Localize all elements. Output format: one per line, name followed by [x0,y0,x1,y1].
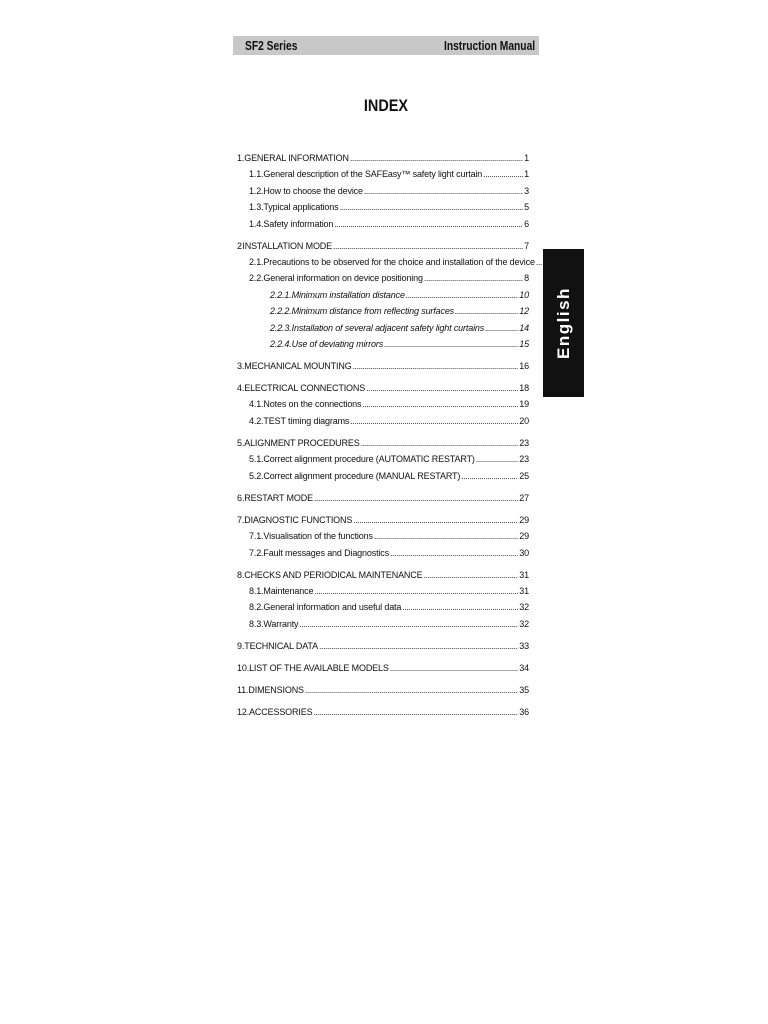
toc-entry-page: 35 [519,684,529,695]
toc-section [237,358,529,374]
dot-leader [350,150,523,166]
toc-entry-title: CHECKS AND PERIODICAL MAINTENANCE [244,569,423,580]
toc-entry[interactable] [237,583,529,599]
toc-entry-number: 1.1. [249,169,264,180]
toc-entry-number: 6. [237,492,245,503]
toc-entry-number: 11. [237,684,249,695]
toc-entry[interactable] [237,287,529,303]
toc-entry-number: 2.2.4. [270,339,292,350]
toc-entry-number: 8.2. [249,602,264,613]
toc-entry-page: 27 [519,492,529,503]
toc-entry-title: Warranty [263,618,299,629]
toc-entry-number: 8.3. [249,618,264,629]
toc-entry-title: ELECTRICAL CONNECTIONS [244,383,366,394]
dot-leader [353,512,518,528]
toc-entry[interactable] [237,413,529,429]
toc-entry-title: How to choose the device [263,185,363,196]
dot-leader [339,199,523,215]
toc-entry-title: TEST timing diagrams [263,415,350,426]
toc-entry-title: Installation of several adjacent safety light curtains [291,322,485,333]
toc-entry-title: Minimum distance from reflecting surfaces [291,306,455,317]
dot-leader [319,638,518,654]
toc-entry-number: 9. [237,640,245,651]
toc-entry-number: 10. [237,662,250,673]
dot-leader [423,567,518,583]
dot-leader [536,254,542,270]
toc-entry[interactable] [237,638,529,654]
toc-entry-page: 23 [519,437,529,448]
toc-entry-number: 1.2. [249,185,264,196]
toc-entry-page: 8 [524,273,529,284]
toc-entry-page: 29 [519,514,529,525]
toc-entry[interactable] [237,199,529,215]
toc-entry-title: Correct alignment procedure (AUTOMATIC RESTART) [263,454,475,465]
toc-entry-title: DIMENSIONS [248,684,304,695]
toc-entry-page: 6 [524,218,529,229]
toc-entry[interactable] [237,704,529,720]
toc-entry-page: 18 [519,383,529,394]
toc-entry-page: 33 [519,640,529,651]
toc-entry[interactable] [237,358,529,374]
toc-entry-title: RESTART MODE [244,492,313,503]
toc-section [237,567,529,633]
toc-entry-number: 8. [237,569,245,580]
toc-entry-number: 5. [237,437,245,448]
dot-leader [390,545,518,561]
toc-entry-page: 1 [524,169,529,180]
toc-entry[interactable] [237,183,529,199]
page-header [233,36,539,55]
toc-section [237,638,529,654]
toc-entry-page: 15 [519,339,529,350]
dot-leader [483,166,523,182]
dot-leader [366,380,518,396]
toc-entry-number: 1. [237,153,245,163]
toc-entry-title: Maintenance [263,585,314,596]
toc-entry-title: TECHNICAL DATA [244,640,318,651]
toc-section [237,150,529,232]
dot-leader [476,451,519,467]
toc-entry-title: Notes on the connections [263,399,362,410]
toc-entry-page: 14 [519,322,529,333]
toc-entry-number: 4. [237,383,245,394]
dot-leader [364,183,523,199]
toc-entry[interactable] [237,490,529,506]
toc-entry[interactable] [237,616,529,632]
toc-entry-page: 32 [519,602,529,613]
dot-leader [461,468,518,484]
toc-entry-page: 36 [519,706,529,717]
toc-entry-title: Fault messages and Diagnostics [263,547,389,558]
toc-entry-number: 1.4. [249,218,264,229]
toc-entry-number: 4.2. [249,415,264,426]
toc-section [237,704,529,720]
toc-entry-page: 3 [524,185,529,196]
dot-leader [455,303,518,319]
toc-entry[interactable] [237,238,529,254]
toc-entry-number: 1.3. [249,202,264,213]
toc-entry[interactable] [237,320,529,336]
toc-entry[interactable] [237,451,529,467]
toc-entry[interactable] [237,682,529,698]
dot-leader [350,413,518,429]
dot-leader [384,336,518,352]
toc-entry-page: 23 [519,454,529,465]
toc-entry-page: 10 [519,289,529,300]
toc-entry-number: 2.2.1. [270,289,292,300]
header-manual-type: Instruction Manual [443,38,535,53]
toc-entry[interactable] [237,435,529,451]
toc-entry-title: Minimum installation distance [291,289,405,300]
dot-leader [299,616,518,632]
toc-entry[interactable] [237,528,529,544]
toc-entry-page: 16 [519,361,529,372]
toc-entry[interactable] [237,660,529,676]
toc-entry-page: 7 [524,240,529,251]
dot-leader [333,238,523,254]
dot-leader [314,583,518,599]
toc-entry-page: 34 [519,662,529,673]
dot-leader [313,704,518,720]
toc-entry[interactable] [237,396,529,412]
toc-section [237,512,529,561]
toc-section [237,682,529,698]
toc-entry-title: Typical applications [263,202,339,213]
toc-entry-page: 5 [524,202,529,213]
toc-entry-number: 2.2.3. [270,322,292,333]
header-series: SF2 Series [245,38,298,53]
toc-section [237,238,548,353]
toc-entry-title: Visualisation of the functions [263,531,373,542]
toc-entry-page: 31 [519,585,529,596]
toc-section [237,380,529,429]
toc-entry-page: 7 [542,257,548,268]
toc-entry[interactable] [237,270,529,286]
toc-entry-title: MECHANICAL MOUNTING [244,361,352,372]
toc-entry-title: Correct alignment procedure (MANUAL RESTART) [263,470,461,481]
dot-leader [353,358,519,374]
toc-entry-page: 1 [524,153,529,163]
toc-entry-title: GENERAL INFORMATION [244,153,349,163]
toc-entry[interactable] [237,512,529,528]
toc-entry-number: 4.1. [249,399,264,410]
toc-entry-page: 32 [519,618,529,629]
dot-leader [374,528,518,544]
toc-entry-page: 30 [519,547,529,558]
toc-entry-number: 5.1. [249,454,264,465]
toc-entry-number: 12. [237,706,250,717]
toc-entry-page: 19 [519,399,529,410]
toc-entry-number: 2.1. [249,257,264,268]
table-of-contents [237,150,548,726]
toc-entry-page: 29 [519,531,529,542]
toc-section [237,490,529,506]
toc-entry-number: 7.1. [249,531,264,542]
toc-entry-number: 2 [237,240,242,251]
toc-entry-title: LIST OF THE AVAILABLE MODELS [249,662,389,673]
toc-entry-title: General description of the SAFEasy™ safety light curtain [263,169,483,180]
toc-entry-number: 2.2. [249,273,264,284]
toc-entry-title: Use of deviating mirrors [291,339,384,350]
dot-leader [406,287,518,303]
toc-entry[interactable] [237,303,529,319]
dot-leader [390,660,519,676]
index-heading: INDEX [363,96,409,115]
toc-entry-page: 12 [519,306,529,317]
toc-entry-page: 25 [519,470,529,481]
language-tab [543,249,584,397]
toc-entry-title: INSTALLATION MODE [242,240,333,251]
toc-entry-number: 3. [237,361,245,372]
toc-entry-title: Safety information [263,218,334,229]
toc-entry[interactable] [237,545,529,561]
dot-leader [334,216,523,232]
toc-entry[interactable] [237,166,529,182]
toc-entry-title: ALIGNMENT PROCEDURES [244,437,360,448]
toc-entry-number: 5.2. [249,470,264,481]
dot-leader [424,270,523,286]
toc-section [237,660,529,676]
toc-entry-number: 7. [237,514,245,525]
toc-entry[interactable] [237,216,529,232]
toc-entry-title: ACCESSORIES [249,706,313,717]
toc-entry-title: DIAGNOSTIC FUNCTIONS [244,514,353,525]
toc-entry-number: 2.2.2. [270,306,292,317]
toc-entry-number: 8.1. [249,585,264,596]
toc-entry-title: Precautions to be observed for the choice and installation of the device [263,257,535,268]
toc-entry[interactable] [237,254,548,270]
toc-entry[interactable] [237,150,529,166]
toc-entry-number: 7.2. [249,547,264,558]
toc-section [237,435,529,484]
toc-entry[interactable] [237,567,529,583]
toc-entry[interactable] [237,380,529,396]
toc-entry-page: 31 [519,569,529,580]
toc-entry-page: 20 [519,415,529,426]
toc-entry[interactable] [237,599,529,615]
toc-entry[interactable] [237,468,529,484]
toc-entry-title: General information and useful data [263,602,402,613]
dot-leader [402,599,518,615]
toc-entry[interactable] [237,336,529,352]
dot-leader [361,435,519,451]
dot-leader [314,490,518,506]
toc-entry-title: General information on device positioning [263,273,423,284]
page-title [233,96,539,116]
dot-leader [485,320,518,336]
language-tab-label: English [553,287,573,359]
dot-leader [362,396,518,412]
dot-leader [305,682,518,698]
